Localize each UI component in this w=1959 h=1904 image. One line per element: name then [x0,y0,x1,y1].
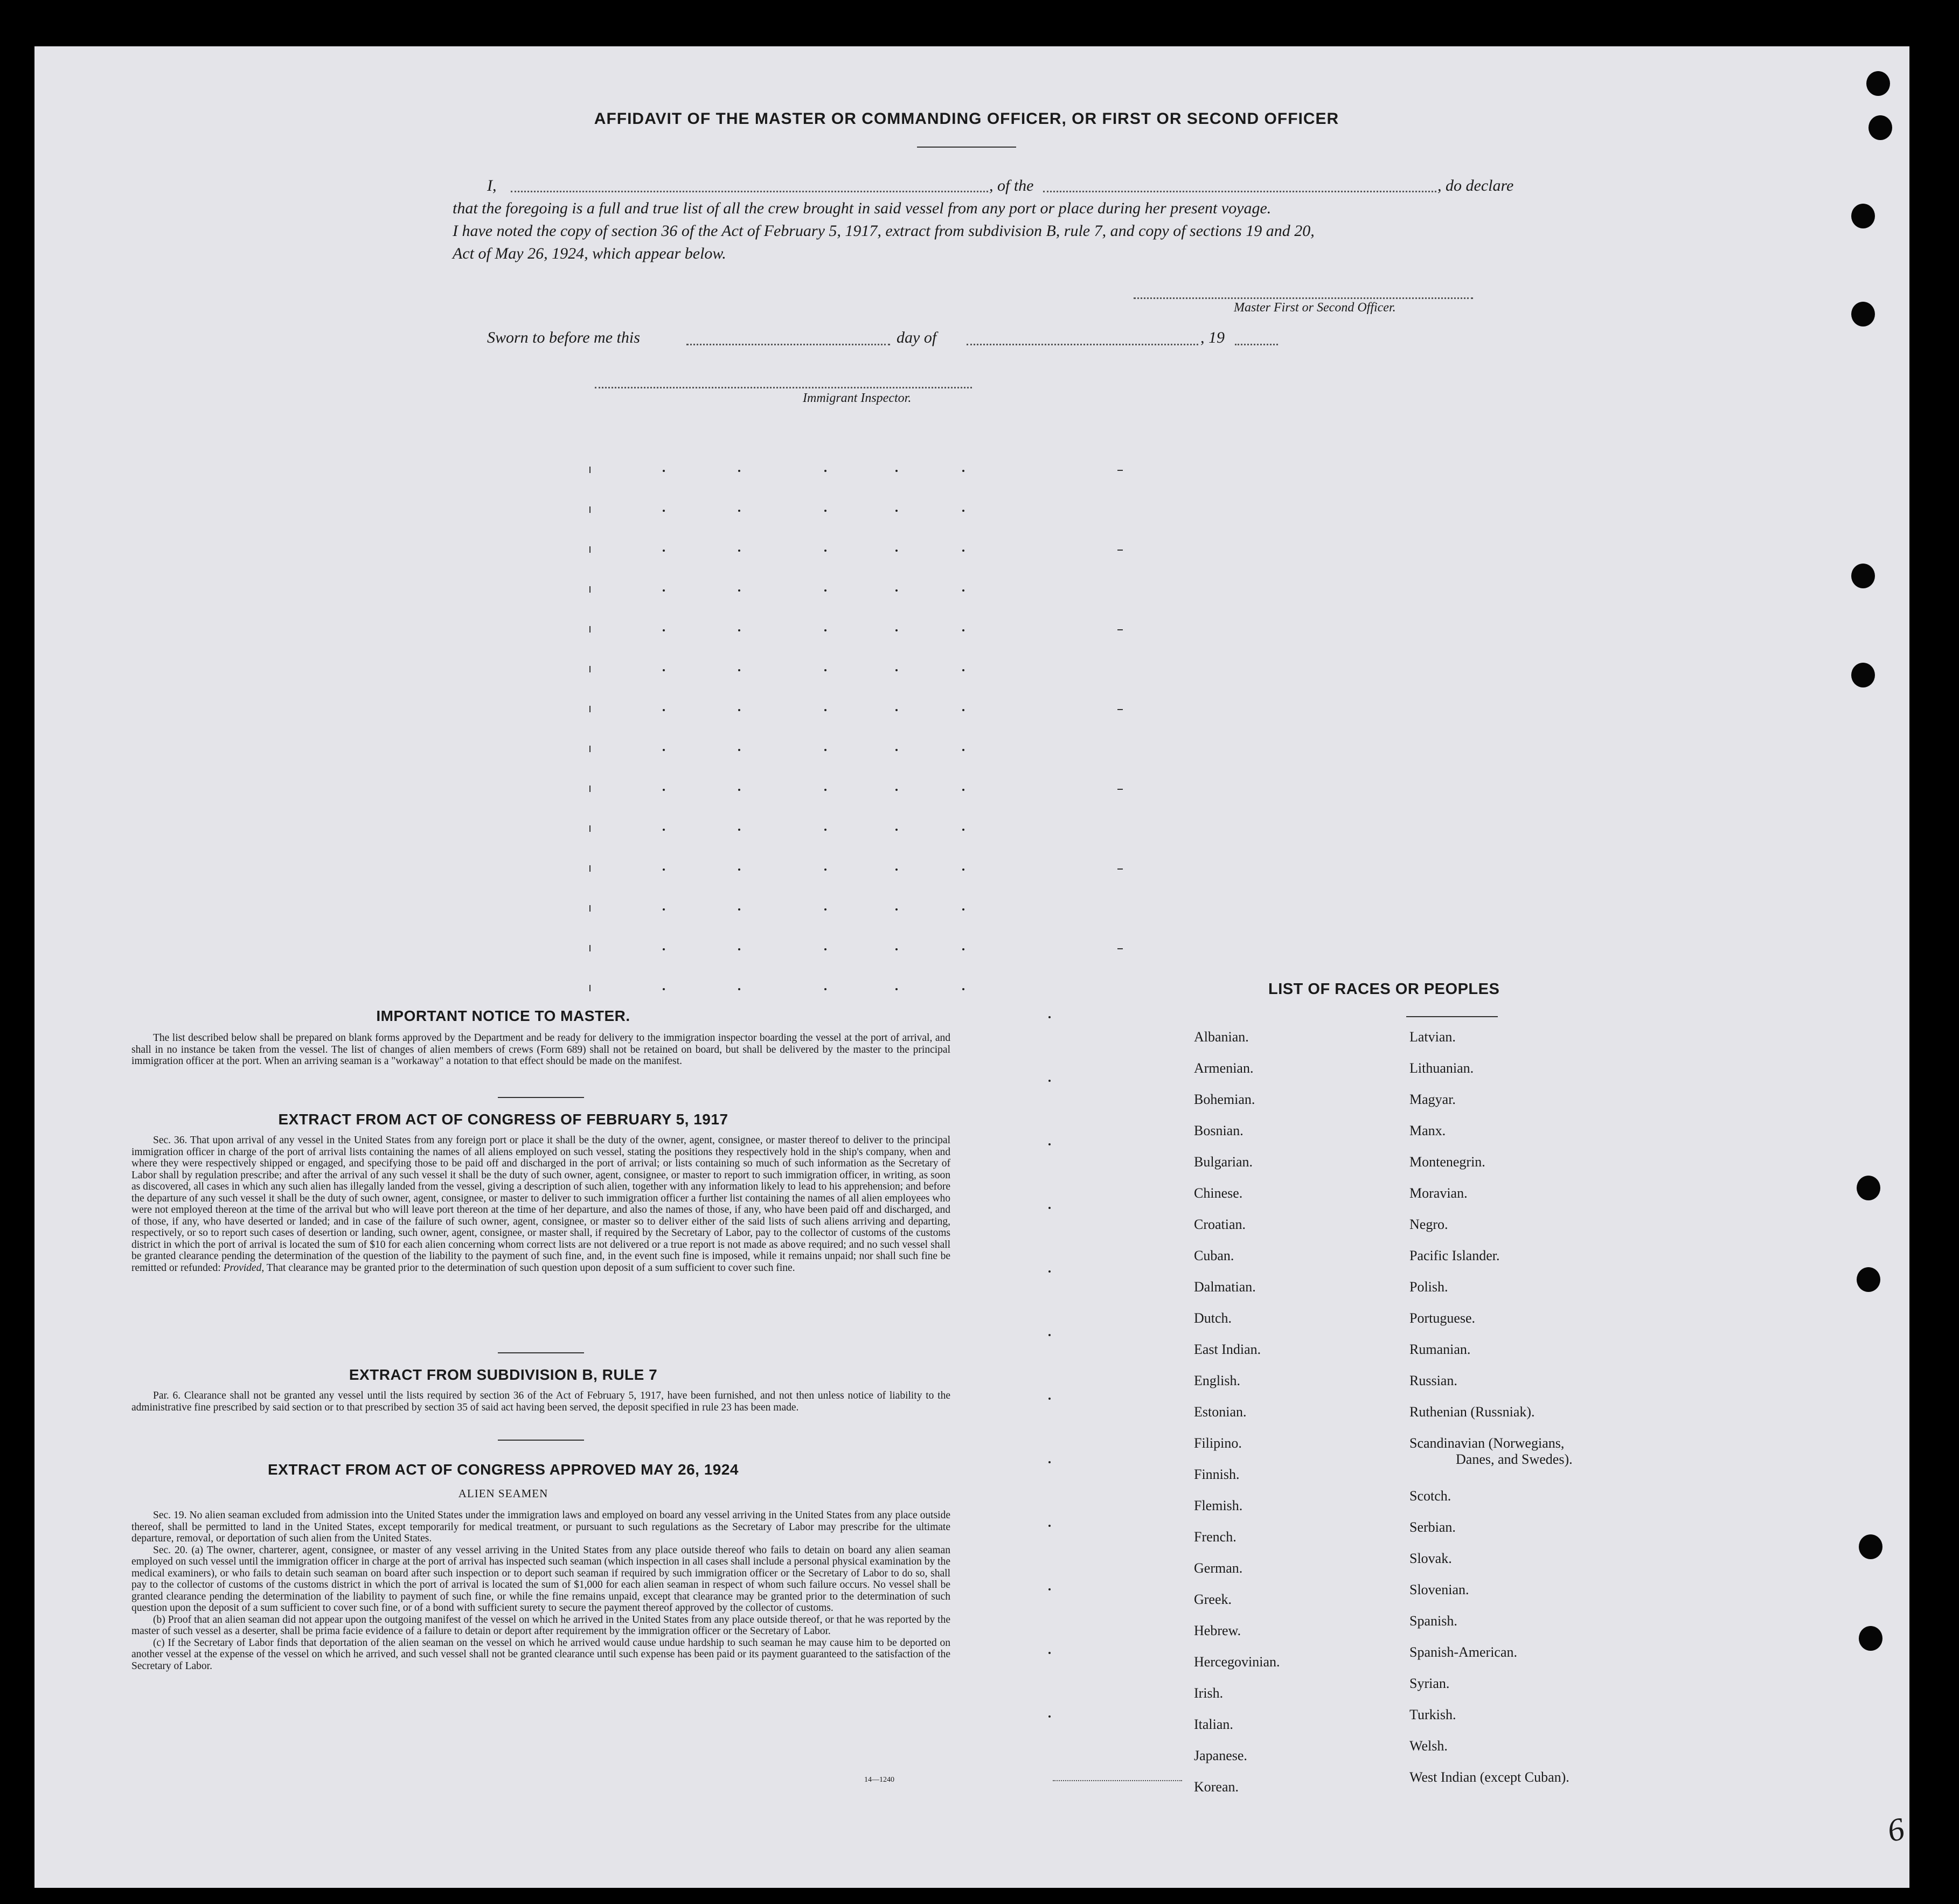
race-item: Italian. [1194,1717,1233,1732]
race-item: German. [1194,1560,1243,1576]
race-item: West Indian (except Cuban). [1409,1769,1569,1785]
race-item: Rumanian. [1409,1342,1471,1357]
sec20a-text: Sec. 20. (a) The owner, charterer, agent, consignee, or master of any vessel arriving in the United States from any place outside thereof who fails to detain on board any alien seaman employed on such vessel until the immigration officer in charge at the port of arrival has inspected such seaman (which inspection in all cases shall include a personal physical examination by the medical examiners), or who fails to detain such seaman on board after such inspection or to deport such seaman if required by such immigration officer or the Secretary of Labor to do so, shall pay to the collector of customs of the customs district in which the port of arrival is located the sum of $1,000 for each alien seaman in respect of whom such failure occurs. No vessel shall be granted clearance pending the determination of the liability to payment of such fine, or while the fine remains unpaid, except that clearance may be granted prior to the determination of such question upon the deposit of a sum sufficient to cover such fine, or of a bond with sufficient surety to secure the payment thereof approved by the collector of customs. [131,1544,950,1614]
bleed-dot [824,829,826,831]
bleed-dot [1048,1080,1051,1082]
bleed-dot [824,789,826,791]
bleed-dot [1048,1143,1051,1145]
race-item: Dutch. [1194,1310,1232,1326]
bleed-dot [962,550,964,552]
bleed-dot [1048,1652,1051,1654]
race-item: Syrian. [1409,1676,1450,1691]
bleed-dash [1117,629,1123,630]
race-item: Korean. [1194,1779,1239,1795]
bleed-tick [589,825,591,832]
stray-dotted-line [1053,1780,1182,1781]
bleed-dot [895,829,898,831]
sec20b-text: (b) Proof that an alien seaman did not appear upon the outgoing manifest of the vessel on which he arrived in the United States from any place outside thereof, or that he was reported by the master of such vessel as a deserter, shall be prima facie evidence of a failure to detain or deport after requirement by the immigration officer or the Secretary of Labor. [131,1614,950,1637]
bleed-dot [895,908,898,911]
handwritten-page-number: 6 [1884,1810,1908,1849]
race-item: Bulgarian. [1194,1154,1253,1170]
affidavit-title: AFFIDAVIT OF THE MASTER OR COMMANDING OFFICER, OR FIRST OR SECOND OFFICER [594,110,1339,128]
binder-hole [1859,1626,1882,1651]
proviso-italic: Provided, [223,1262,265,1274]
bleed-dot [895,550,898,552]
bleed-dot [663,669,665,671]
race-item: Slovenian. [1409,1582,1469,1597]
bleed-dot [824,669,826,671]
notice-paragraph: The list described below shall be prepared on blank forms approved by the Department and be ready for delivery to the immigration inspector boarding the vessel at the port of arrival, and shall in no instance be taken from the vessel. The list of changes of alien members of crews (Form 689) shall not be retained on board, but shall be delivered by the master to the principal immigration officer at the port. When an arriving seaman is a "workaway" a notation to that effect should be made on the manifest. [131,1032,950,1067]
master-signature-caption: Master First or Second Officer. [1234,301,1396,315]
extract-1924-title: EXTRACT FROM ACT OF CONGRESS APPROVED MAY 26, 1924 [268,1461,739,1478]
bleed-dot [895,470,898,472]
title-underline [917,147,1016,148]
declare-label: , do declare [1437,177,1514,194]
race-item: Croatian. [1194,1217,1246,1232]
bleed-dot [962,829,964,831]
race-item: Flemish. [1194,1498,1243,1513]
bleed-dot [738,709,740,711]
bleed-dot [1048,1207,1051,1209]
bleed-tick [589,626,591,633]
sec19-text: Sec. 19. No alien seaman excluded from admission into the United States under the immigration laws and employed on board any vessel arriving in the United States from any place outside thereof, shall be permitted to land in the United States, except temporarily for medical treatment, or pursuant to such regulations as the Secretary of Labor may prescribe for the ultimate departure, removal, or deportation of such alien from the United States. [131,1510,950,1544]
inspector-signature-line[interactable] [595,387,972,388]
bleed-dot [663,829,665,831]
races-title-underline [1406,1016,1498,1017]
declare-i-label: I, [487,177,497,194]
bleed-dot [1048,1270,1051,1273]
bleed-dot [824,510,826,512]
bleed-tick [589,985,591,991]
race-item: Spanish-American. [1409,1644,1518,1660]
bleed-dot [824,868,826,871]
bleed-dot [824,988,826,990]
bleed-dash [1117,550,1123,551]
race-item: Negro. [1409,1217,1448,1232]
bleed-dot [1048,1334,1051,1336]
declaration-line-3: I have noted the copy of section 36 of the Act of February 5, 1917, extract from subdivision B, rule 7, and copy of sections 19 and 20, [453,222,1315,240]
bleed-dash [1117,868,1123,870]
binder-hole [1859,1534,1882,1559]
race-item: Welsh. [1409,1738,1448,1754]
race-item: Scotch. [1409,1488,1451,1504]
bleed-dot [895,709,898,711]
bleed-tick [589,546,591,553]
sworn-day-label: day of [897,329,937,346]
alien-seamen-subtitle: ALIEN SEAMEN [458,1487,548,1500]
bleed-dot [824,550,826,552]
bleed-dash [1117,789,1123,790]
bleed-dot [895,868,898,871]
bleed-dot [895,789,898,791]
race-item: Estonian. [1194,1404,1247,1420]
bleed-dot [962,749,964,751]
declaration-line-4: Act of May 26, 1924, which appear below. [453,245,726,262]
race-item: French. [1194,1529,1236,1545]
form-number: 14—1240 [864,1776,894,1784]
bleed-dot [738,589,740,592]
race-item: Armenian. [1194,1060,1254,1076]
proviso-text: That clearance may be granted prior to the determination of such question upon deposit of a sum sufficient to cover such fine. [266,1262,795,1274]
form-page [34,46,1909,1888]
bleed-dot [663,789,665,791]
race-item: Dalmatian. [1194,1279,1256,1295]
race-item: Moravian. [1409,1185,1468,1201]
bleed-dot [738,868,740,871]
race-item: Danes, and Swedes). [1456,1451,1573,1467]
race-item: Scandinavian (Norwegians, [1409,1435,1565,1451]
bleed-dot [738,629,740,631]
race-item: Russian. [1409,1373,1457,1388]
bleed-dot [738,789,740,791]
extract-1924-body [131,1510,950,1672]
race-item: Bohemian. [1194,1092,1255,1107]
race-item: English. [1194,1373,1240,1388]
bleed-tick [589,865,591,872]
bleed-dot [1048,1461,1051,1463]
bleed-dot [824,948,826,950]
bleed-dot [738,749,740,751]
race-item: Spanish. [1409,1613,1457,1629]
bleed-dot [738,550,740,552]
race-item: Latvian. [1409,1029,1456,1045]
race-item: Polish. [1409,1279,1448,1295]
sworn-month-blank[interactable] [967,344,1198,345]
race-item: East Indian. [1194,1342,1261,1357]
bleed-dot [962,589,964,592]
bleed-dot [895,510,898,512]
race-item: Japanese. [1194,1748,1247,1763]
bleed-dot [738,829,740,831]
race-item: Magyar. [1409,1092,1456,1107]
bleed-dash [1117,948,1123,949]
bleed-dot [962,470,964,472]
race-item: Pacific Islander. [1409,1248,1500,1263]
bleed-tick [589,467,591,473]
section-divider [498,1352,584,1353]
race-item: Albanian. [1194,1029,1249,1045]
bleed-dot [895,948,898,950]
bleed-tick [589,786,591,792]
bleed-dot [738,669,740,671]
race-item: Chinese. [1194,1185,1243,1201]
race-item: Portuguese. [1409,1310,1476,1326]
sworn-day-blank[interactable] [686,344,890,345]
bleed-dot [1048,1525,1051,1527]
par6-text: Par. 6. Clearance shall not be granted any vessel until the lists required by section 36 of the Act of February 5, 1917, have been furnished, and not then unless notice of liability to the administrative fine prescribed by said section or to that prescribed by section 35 of said act having been served, the deposit specified in rule 23 has been made. [131,1390,950,1413]
bleed-dot [895,589,898,592]
bleed-dot [663,550,665,552]
race-item: Ruthenian (Russniak). [1409,1404,1535,1420]
binder-hole [1851,204,1875,228]
bleed-dot [962,669,964,671]
bleed-dot [962,948,964,950]
bleed-dot [962,709,964,711]
master-signature-line[interactable] [1134,297,1473,299]
bleed-dot [895,749,898,751]
bleed-dot [663,749,665,751]
binder-hole [1866,71,1890,96]
bleed-dot [663,908,665,911]
race-item: Bosnian. [1194,1123,1244,1138]
bleed-dot [663,470,665,472]
bleed-tick [589,666,591,672]
bleed-dot [824,470,826,472]
bleed-dot [895,669,898,671]
bleed-dot [824,629,826,631]
sec36-text: Sec. 36. That upon arrival of any vessel in the United States from any foreign port or place it shall be the duty of the owner, agent, consignee, or master thereof to deliver to the principal immigration officer in charge of the port of arrival lists containing the names of all aliens employed on such vessel, stating the positions they respectively hold in the ship's company, when and where they were respectively shipped or engaged, and specifying those to be paid off and discharged in the port of arrival; or lists containing so much of such information as the Secretary of Labor shall by regulation prescribe; and after the arrival of any such vessel it shall be the duty of such owner, agent, consignee, or master to report to such immigration officer, in writing, as soon as discovered, all cases in which any such alien has illegally landed from the vessel, giving a description of such alien, together with any information likely to lead to his apprehension; and before the departure of any such vessel it shall be the duty of such owner, agent, consignee, or master to deliver to such immigration officer a further list containing the names of all alien employees who were not employed thereon at the time of the arrival but who will leave port thereon at the time of her departure, and also the names of those, if any, who have been paid off and discharged, and of those, if any, who have deserted or landed; and in case of the failure of such owner, agent, consignee, or master so to deliver either of the said lists of such aliens arriving and departing, respectively, or so to report such cases of desertion or landing, such owner, agent, consignee, or master shall, if required by the Secretary of Labor, pay to the collector of customs of the customs district in which the port of arrival is located the sum of $10 for each alien concerning whom correct lists are not delivered or a true report is not made as above required; and no such vessel shall be granted clearance pending the determination of the question of the liability to the payment of such fine, and, in the event such fine is imposed, while it remains unpaid; nor shall such fine be remitted or refunded: [131,1135,950,1274]
race-item: Hebrew. [1194,1623,1241,1638]
bleed-tick [589,706,591,712]
bleed-dot [895,988,898,990]
race-item: Lithuanian. [1409,1060,1474,1076]
bleed-dot [663,709,665,711]
vessel-blank[interactable] [1043,191,1436,192]
binder-hole [1857,1176,1880,1200]
bleed-dot [824,589,826,592]
notice-title: IMPORTANT NOTICE TO MASTER. [376,1007,630,1024]
extract-1917-body [131,1135,950,1274]
extract-rule7-title: EXTRACT FROM SUBDIVISION B, RULE 7 [349,1366,658,1383]
bleed-dot [738,988,740,990]
notice-body [131,1032,950,1067]
bleed-dot [824,908,826,911]
race-item: Cuban. [1194,1248,1234,1263]
bleed-dot [962,510,964,512]
bleed-dot [1048,1016,1051,1018]
name-blank[interactable] [511,191,988,192]
race-item: Montenegrin. [1409,1154,1485,1170]
declare-of-label: , of the [989,177,1034,194]
race-item: Hercegovinian. [1194,1654,1280,1670]
race-item: Finnish. [1194,1467,1240,1482]
bleed-dot [738,470,740,472]
bleed-dot [663,868,665,871]
sworn-year-blank[interactable] [1235,344,1278,345]
bleed-tick [589,506,591,513]
sworn-label: Sworn to before me this [487,329,640,346]
bleed-dot [738,948,740,950]
bleed-dot [895,629,898,631]
bleed-dot [1048,1398,1051,1400]
section-divider [498,1440,584,1441]
bleed-dot [663,510,665,512]
bleed-dot [962,629,964,631]
bleed-dash [1117,470,1123,471]
race-item: Irish. [1194,1685,1224,1701]
binder-hole [1851,564,1875,588]
race-item: Manx. [1409,1123,1446,1138]
bleed-dot [738,908,740,911]
bleed-tick [589,746,591,752]
bleed-dot [824,749,826,751]
bleed-tick [589,945,591,951]
bleed-dash [1117,709,1123,710]
race-item: Greek. [1194,1592,1232,1607]
binder-hole [1851,302,1875,326]
bleed-dot [1048,1588,1051,1590]
binder-hole [1851,663,1875,687]
extract-rule7-body [131,1390,950,1413]
races-title: LIST OF RACES OR PEOPLES [1268,981,1500,998]
bleed-tick [589,905,591,912]
extract-1917-title: EXTRACT FROM ACT OF CONGRESS OF FEBRUARY 5, 1917 [278,1111,728,1128]
bleed-dot [962,988,964,990]
bleed-dot [962,789,964,791]
race-item: Slovak. [1409,1551,1452,1566]
race-item: Filipino. [1194,1435,1242,1451]
bleed-dot [663,589,665,592]
sec20c-text: (c) If the Secretary of Labor finds that deportation of the alien seaman on the vessel on which he arrived would cause undue hardship to such seaman he may cause him to be deported on another vessel at the expense of the vessel on which he arrived, and such vessel shall not be granted clearance until such expense has been paid or its payment guaranteed to the satisfaction of the Secretary of Labor. [131,1637,950,1672]
bleed-dot [962,868,964,871]
bleed-dot [663,948,665,950]
bleed-dot [1048,1715,1051,1718]
sworn-year-label: , 19 [1200,329,1225,346]
bleed-dot [663,988,665,990]
bleed-tick [589,586,591,593]
binder-hole [1857,1267,1880,1292]
inspector-signature-caption: Immigrant Inspector. [803,391,912,405]
bleed-dot [824,709,826,711]
race-item: Turkish. [1409,1707,1456,1722]
bleed-dot [663,629,665,631]
section-divider [498,1097,584,1098]
declaration-line-2: that the foregoing is a full and true list of all the crew brought in said vessel from any port or place during her present voyage. [453,199,1272,217]
bleed-dot [738,510,740,512]
race-item: Serbian. [1409,1519,1456,1535]
bleed-dot [962,908,964,911]
